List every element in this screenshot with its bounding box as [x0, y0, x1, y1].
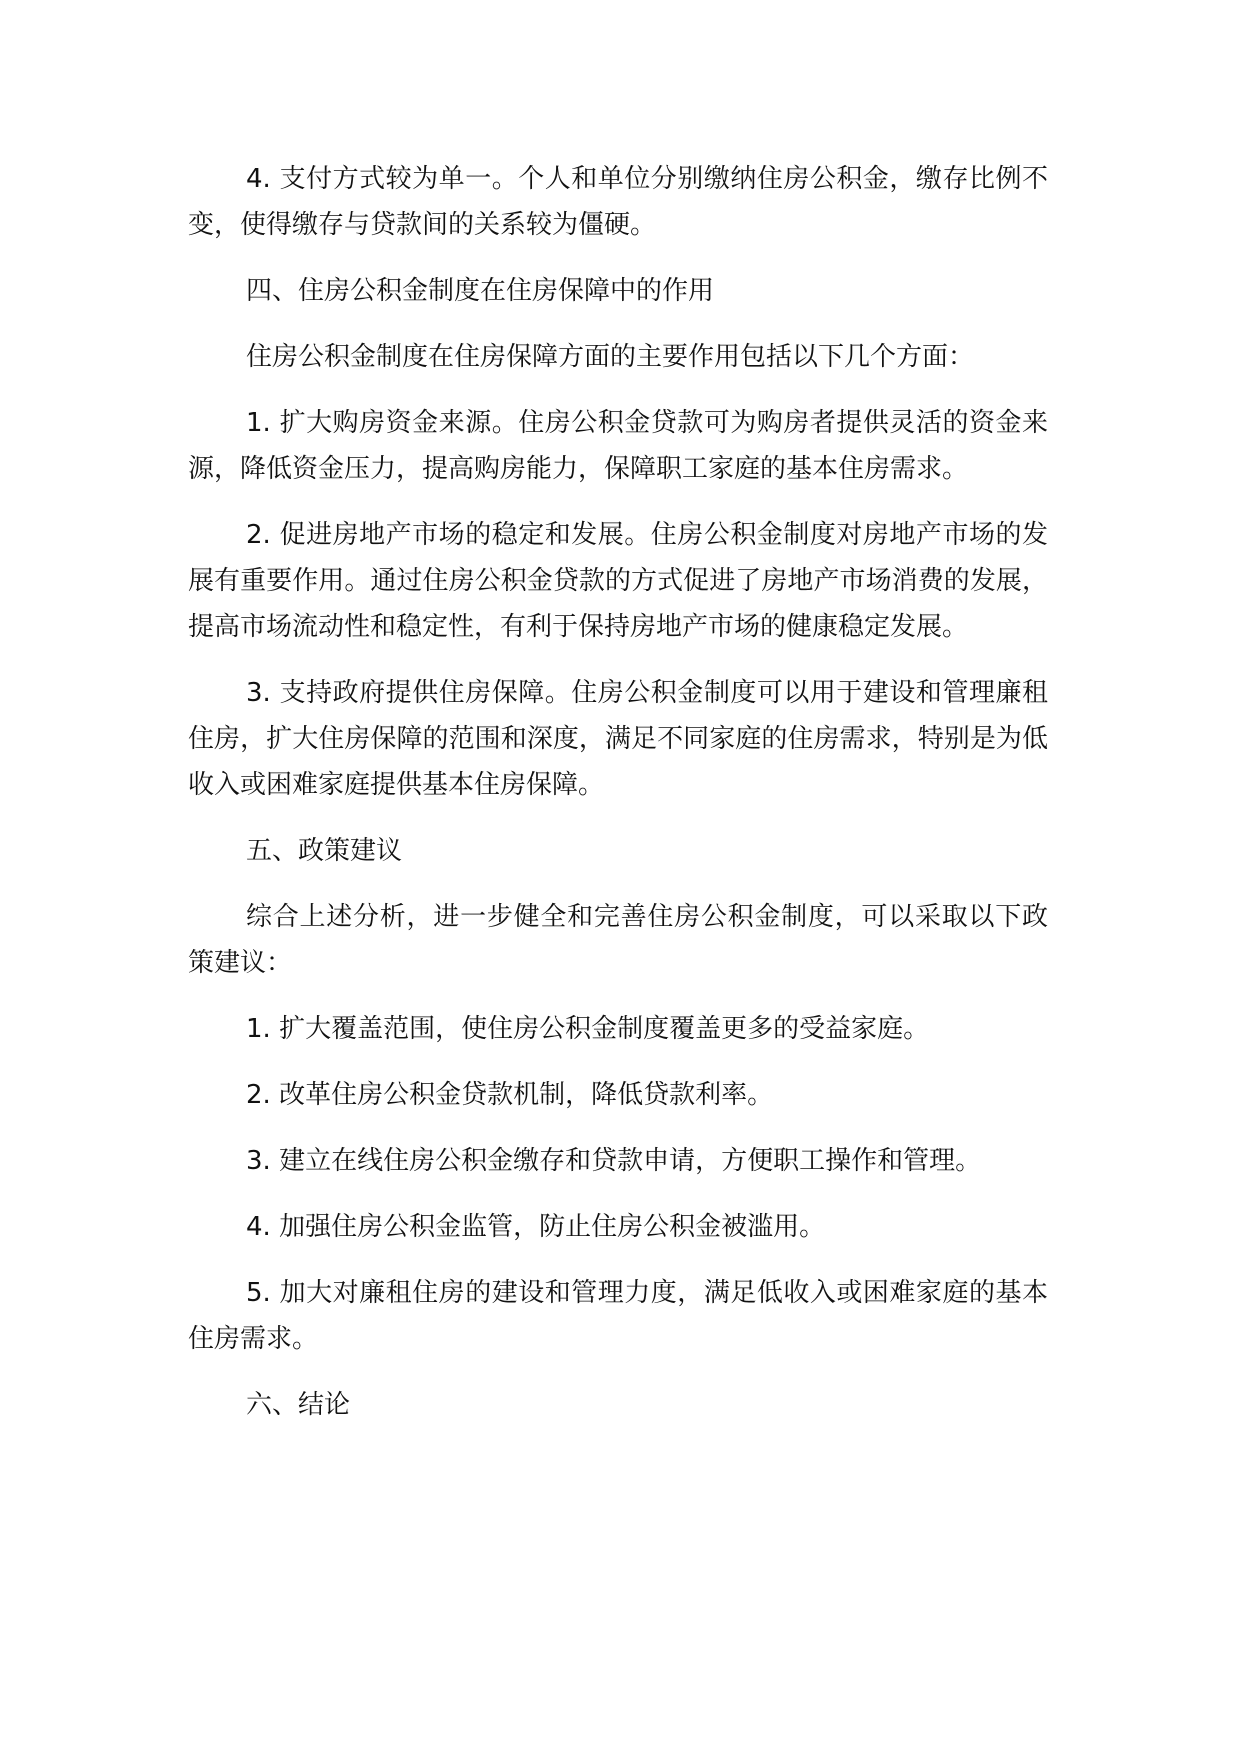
paragraph-role-2: 2. 促进房地产市场的稳定和发展。住房公积金制度对房地产市场的发展有重要作用。通过住房公积金贷款的方式促进了房地产市场消费的发展，提高市场流动性和稳定性，有利于保持房地产市场的健康稳定发展。: [188, 520, 1048, 642]
paragraph-payment-method: 4. 支付方式较为单一。个人和单位分别缴纳住房公积金，缴存比例不变，使得缴存与贷款间的关系较为僵硬。: [188, 164, 1048, 240]
paragraph-policy-4: 4. 加强住房公积金监管，防止住房公积金被滥用。: [246, 1212, 826, 1242]
paragraph-role-1: 1. 扩大购房资金来源。住房公积金贷款可为购房者提供灵活的资金来源，降低资金压力，提高购房能力，保障职工家庭的基本住房需求。: [188, 408, 1048, 484]
paragraph-policy-2: 2. 改革住房公积金贷款机制，降低贷款利率。: [246, 1080, 774, 1110]
document-body: [188, 156, 1048, 1448]
section-heading-6: 六、结论: [246, 1390, 351, 1420]
paragraph-policy-3: 3. 建立在线住房公积金缴存和贷款申请，方便职工操作和管理。: [246, 1146, 982, 1176]
paragraph-policy-1: 1. 扩大覆盖范围，使住房公积金制度覆盖更多的受益家庭。: [246, 1014, 930, 1044]
paragraph-role-intro: 住房公积金制度在住房保障方面的主要作用包括以下几个方面：: [246, 342, 975, 372]
paragraph-policy-5: 5. 加大对廉租住房的建设和管理力度，满足低收入或困难家庭的基本住房需求。: [188, 1278, 1048, 1354]
section-heading-5: 五、政策建议: [246, 836, 403, 866]
paragraph-policy-intro: 综合上述分析，进一步健全和完善住房公积金制度，可以采取以下政策建议：: [188, 902, 1048, 978]
paragraph-role-3: 3. 支持政府提供住房保障。住房公积金制度可以用于建设和管理廉租住房，扩大住房保障的范围和深度，满足不同家庭的住房需求，特别是为低收入或困难家庭提供基本住房保障。: [188, 678, 1048, 800]
section-heading-4: 四、住房公积金制度在住房保障中的作用: [246, 276, 715, 306]
